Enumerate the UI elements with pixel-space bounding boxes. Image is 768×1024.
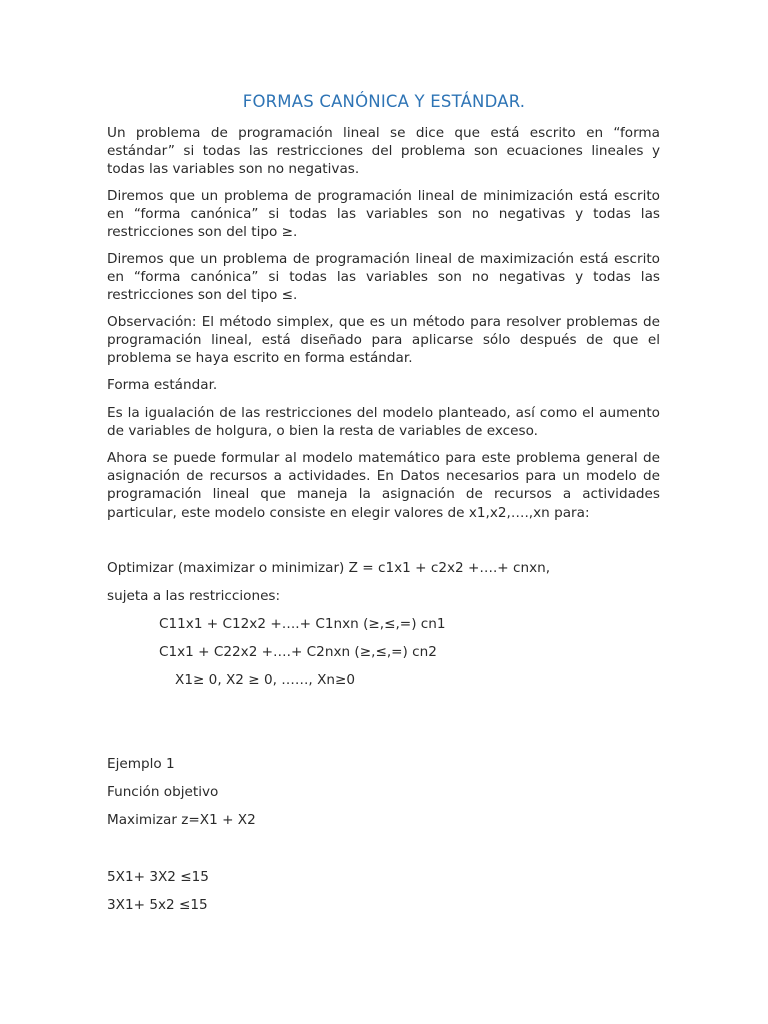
- paragraph-general-model: [107, 449, 660, 522]
- example-constraint-1: 5X1+ 3X2 ≤15: [107, 869, 209, 885]
- model-constraint-2: C1x1 + C22x2 +….+ C2nxn (≥,≤,=) cn2: [159, 644, 437, 660]
- paragraph-text: Observación: El método simplex, que es un método para resolver problemas de programación lineal, está diseñado para aplicarse sólo después de que el problema se haya escrito en forma estándar.: [107, 314, 660, 367]
- paragraph-text: Diremos que un problema de programación lineal de minimización está escrito en “forma canónica” si todas las variables son no negativas y todas las restricciones son del tipo ≥.: [107, 188, 660, 241]
- paragraph-text: Forma estándar.: [107, 377, 218, 393]
- paragraph-text: Diremos que un problema de programación lineal de maximización está escrito en “forma canónica” si todas las variables son no negativas y todas las restricciones son del tipo ≤.: [107, 251, 660, 304]
- paragraph-canonical-maximization: [107, 250, 660, 305]
- paragraph-equalization: [107, 404, 660, 440]
- example-objective-label: Función objetivo: [107, 784, 219, 800]
- model-nonnegativity: X1≥ 0, X2 ≥ 0, ……, Xn≥0: [175, 672, 356, 688]
- heading-standard-form: [107, 376, 660, 394]
- model-objective: Optimizar (maximizar o minimizar) Z = c1x1 + c2x2 +….+ cnxn,: [107, 560, 551, 576]
- title-period: .: [519, 92, 526, 111]
- paragraph-text: Es la igualación de las restricciones del modelo planteado, así como el aumento de variables de holgura, o bien la resta de variables de exceso.: [107, 405, 660, 440]
- document-title: [0, 91, 768, 113]
- example-objective: Maximizar z=X1 + X2: [107, 812, 256, 828]
- paragraph-observation: [107, 313, 660, 368]
- paragraph-canonical-minimization: [107, 187, 660, 242]
- example-heading: Ejemplo 1: [107, 756, 175, 772]
- paragraph-standard-form-definition: [107, 124, 660, 179]
- model-subject-to: sujeta a las restricciones:: [107, 588, 281, 604]
- paragraph-text: Ahora se puede formular al modelo matemático para este problema general de asignación de recursos a actividades. En Datos necesarios para un modelo de programación lineal que maneja la asignación de recursos a actividades particular, este modelo consiste en elegir valores de x1,x2,….,xn para:: [107, 450, 660, 521]
- paragraph-text: Un problema de programación lineal se dice que está escrito en “forma estándar” si todas las restricciones del problema son ecuaciones lineales y todas las variables son no negativas.: [107, 125, 660, 178]
- model-constraint-1: C11x1 + C12x2 +….+ C1nxn (≥,≤,=) cn1: [159, 616, 446, 632]
- example-constraint-2: 3X1+ 5x2 ≤15: [107, 897, 208, 913]
- title-text: FORMAS CANÓNICA Y ESTÁNDAR: [242, 92, 520, 111]
